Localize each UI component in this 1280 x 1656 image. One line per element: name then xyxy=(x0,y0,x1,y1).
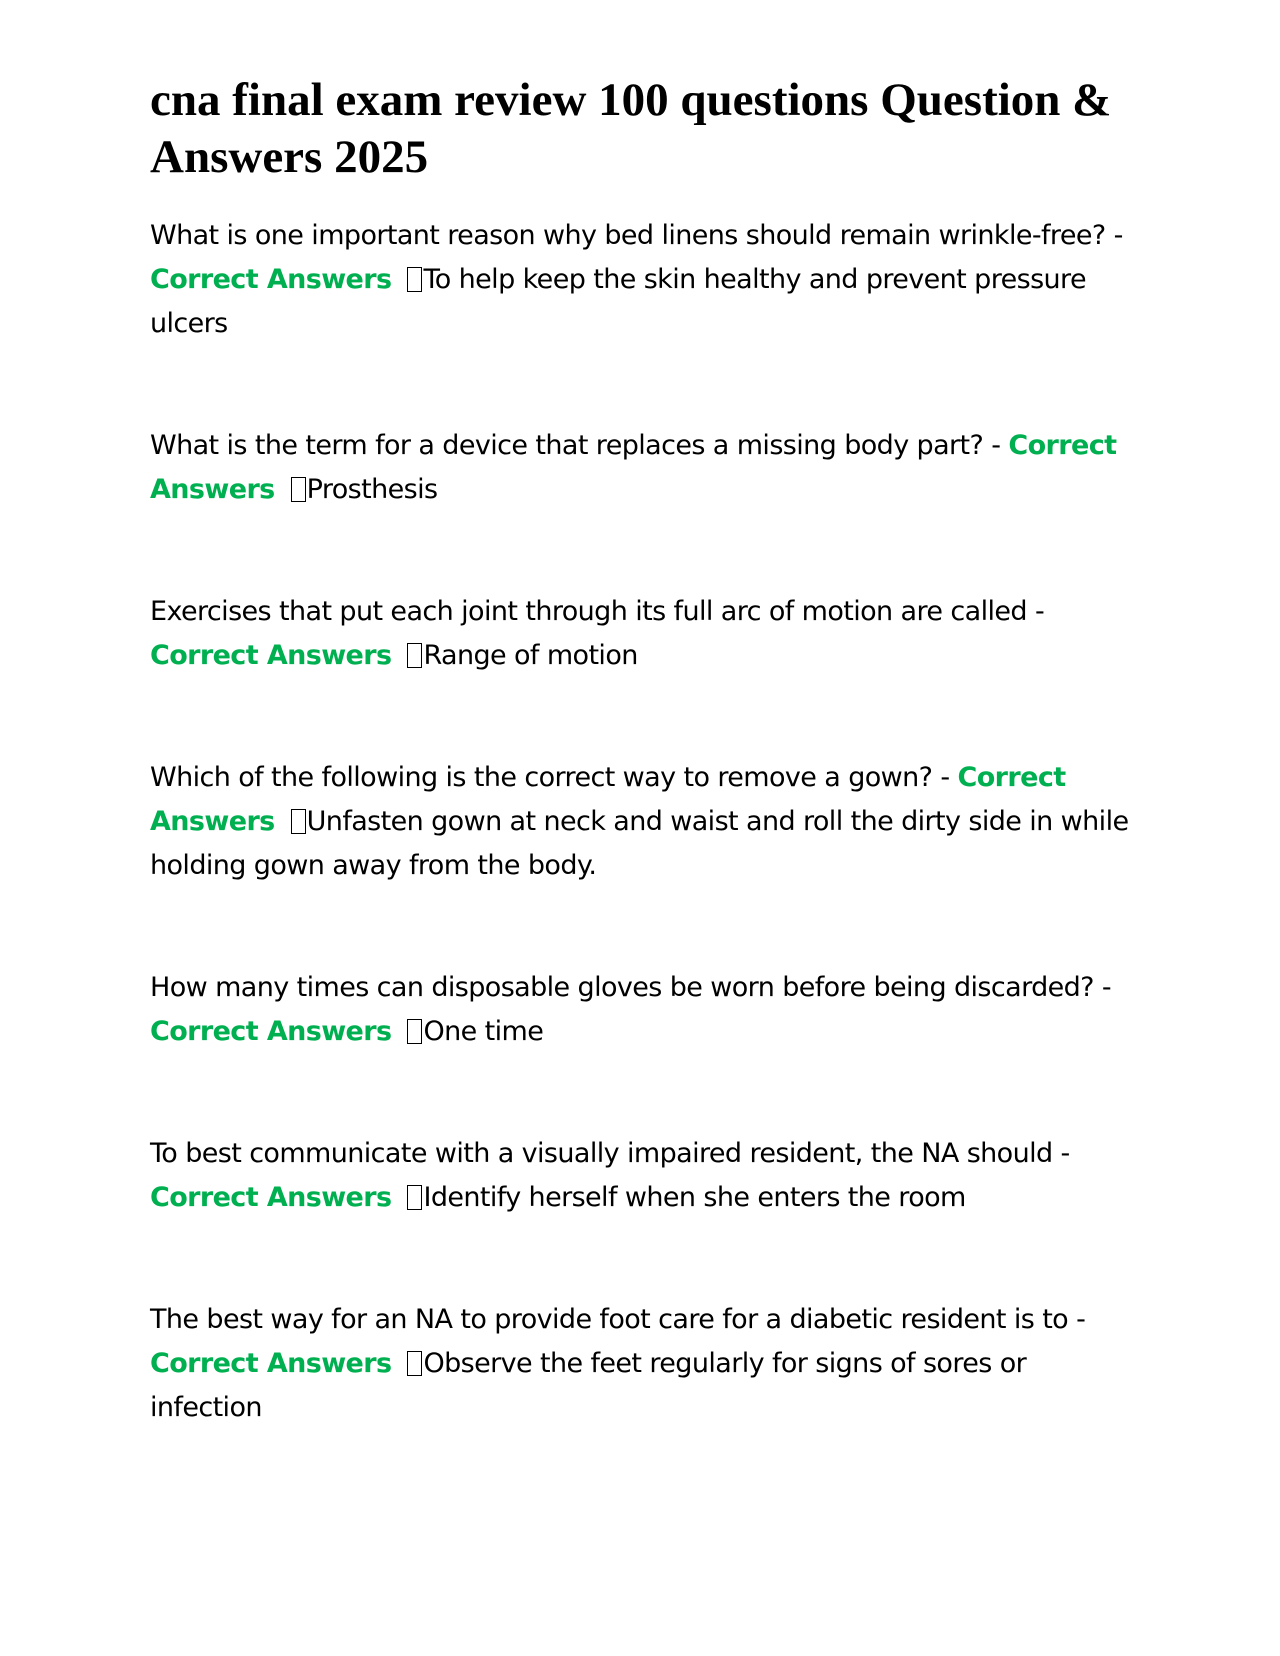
question-text: To best communicate with a visually impaired resident, the NA should xyxy=(150,1138,1053,1169)
document-title: cna final exam review 100 questions Question & Answers 2025 xyxy=(150,74,1112,183)
qa-item xyxy=(150,214,1140,346)
missing-glyph-icon xyxy=(291,809,306,834)
separator: - xyxy=(1034,596,1045,627)
question-text: Which of the following is the correct way to remove a gown? xyxy=(150,762,933,793)
separator: - xyxy=(1101,972,1112,1003)
separator: - xyxy=(1113,220,1123,251)
qa-item xyxy=(150,1298,1140,1430)
answer-label: Correct Answers xyxy=(150,762,1066,837)
question-text: How many times can disposable gloves be worn before being discarded? xyxy=(150,972,1094,1003)
missing-glyph-icon xyxy=(407,1351,422,1376)
answer-text: Observe the feet regularly for signs of sores or infection xyxy=(150,1348,1027,1423)
missing-glyph-icon xyxy=(407,267,422,292)
qa-item xyxy=(150,424,1140,512)
qa-item xyxy=(150,756,1140,888)
answer-label: Correct Answers xyxy=(150,264,392,295)
answer-label: Correct Answers xyxy=(150,1182,392,1213)
answer-text: To help keep the skin healthy and prevent pressure ulcers xyxy=(150,264,1086,339)
question-text: Exercises that put each joint through its full arc of motion are called xyxy=(150,596,1027,627)
separator: - xyxy=(1076,1304,1086,1335)
question-text: What is one important reason why bed linens should remain wrinkle-free? xyxy=(150,220,1106,251)
missing-glyph-icon xyxy=(407,643,422,668)
document-page xyxy=(150,72,1140,1508)
answer-text: Prosthesis xyxy=(306,474,438,505)
answer-label: Correct Answers xyxy=(150,1348,392,1379)
answer-label: Correct Answers xyxy=(150,640,392,671)
answer-text: Identify herself when she enters the room xyxy=(423,1182,966,1213)
answer-text: One time xyxy=(423,1016,544,1047)
answer-text: Unfasten gown at neck and waist and roll the dirty side in while holding gown away from the body. xyxy=(150,806,1129,881)
missing-glyph-icon xyxy=(407,1185,422,1210)
qa-item xyxy=(150,1132,1140,1220)
separator: - xyxy=(940,762,950,793)
missing-glyph-icon xyxy=(407,1019,422,1044)
answer-label: Correct Answers xyxy=(150,430,1117,505)
question-text: The best way for an NA to provide foot care for a diabetic resident is to xyxy=(150,1304,1069,1335)
qa-item xyxy=(150,966,1140,1054)
answer-text: Range of motion xyxy=(423,640,638,671)
question-text: What is the term for a device that replaces a missing body part? xyxy=(150,430,984,461)
separator: - xyxy=(991,430,1001,461)
missing-glyph-icon xyxy=(291,477,306,502)
separator: - xyxy=(1060,1138,1070,1169)
answer-label: Correct Answers xyxy=(150,1016,392,1047)
qa-item xyxy=(150,590,1140,678)
